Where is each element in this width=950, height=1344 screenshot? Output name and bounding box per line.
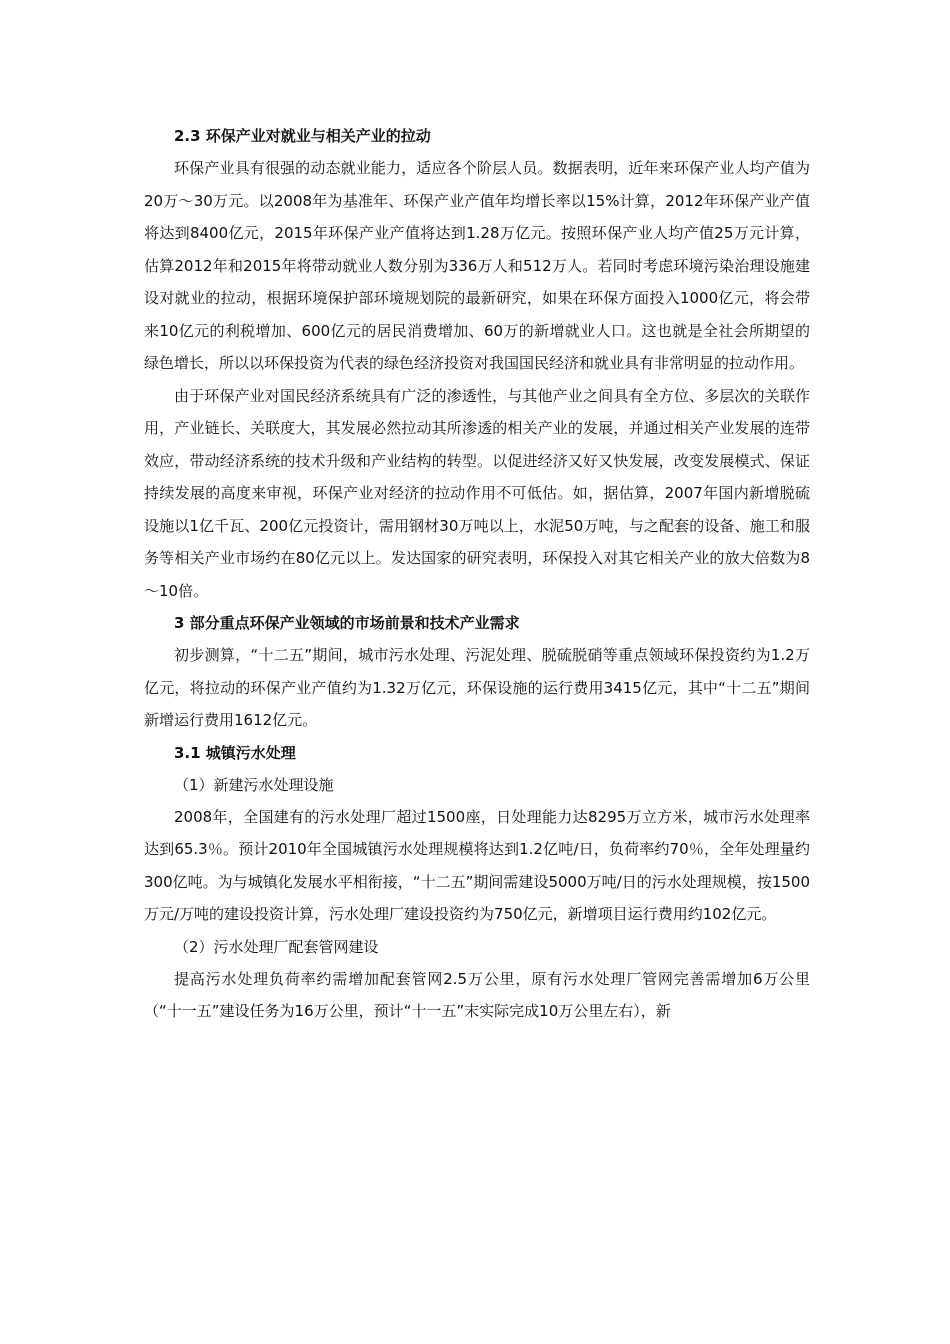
document-body xyxy=(144,120,810,1028)
section-heading-3-1: 3.1 城镇污水处理 xyxy=(174,743,296,762)
paragraph-new-facilities: 2008年，全国建有的污水处理厂超过1500座，日处理能力达8295万立方米，城市污水处理率达到65.3％。预计2010年全国城镇污水处理规模将达到1.2亿吨/日，负荷率约70％，全年处理量约300亿吨。为与城镇化发展水平相衔接，“十二五”期间需建设5000万吨/日的污水处理规模，按1500万元/万吨的建设投资计算，污水处理厂建设投资约为750亿元，新增项目运行费用约102亿元。 xyxy=(144,807,810,923)
subheading-new-facilities: （1）新建污水处理设施 xyxy=(174,775,334,794)
paragraph-market-estimate: 初步测算，“十二五”期间，城市污水处理、污泥处理、脱硫脱硝等重点领域环保投资约为1.2万亿元，将拉动的环保产业产值约为1.32万亿元，环保设施的运行费用3415亿元，其中“十二五”期间新增运行费用1612亿元。 xyxy=(144,646,810,729)
paragraph-related-industries: 由于环保产业对国民经济系统具有广泛的渗透性，与其他产业之间具有全方位、多层次的关联作用，产业链长、关联度大，其发展必然拉动其所渗透的相关产业的发展，并通过相关产业发展的连带效应，带动经济系统的技术升级和产业结构的转型。以促进经济又好又快发展，改变发展模式、保证持续发展的高度来审视，环保产业对经济的拉动作用不可低估。如，据估算，2007年国内新增脱硫设施以1亿千瓦、200亿元投资计，需用钢材30万吨以上，水泥50万吨，与之配套的设备、施工和服务等相关产业市场约在80亿元以上。发达国家的研究表明，环保投入对其它相关产业的放大倍数为8～10倍。 xyxy=(144,386,810,600)
subheading-pipe-network: （2）污水处理厂配套管网建设 xyxy=(174,937,379,956)
section-heading-3: 3 部分重点环保产业领域的市场前景和技术产业需求 xyxy=(174,614,520,632)
section-heading-2-3: 2.3 环保产业对就业与相关产业的拉动 xyxy=(174,127,431,145)
paragraph-employment: 环保产业具有很强的动态就业能力，适应各个阶层人员。数据表明，近年来环保产业人均产值为20万～30万元。以2008年为基准年、环保产业产值年均增长率以15%计算，2012年环保产业产值将达到8400亿元，2015年环保产业产值将达到1.28万亿元。按照环保产业人均产值25万元计算，估算2012年和2015年将带动就业人数分别为336万人和512万人。若同时考虑环境污染治理设施建设对就业的拉动，根据环境保护部环境规划院的最新研究，如果在环保方面投入1000亿元，将会带来10亿元的利税增加、600亿元的居民消费增加、60万的新增就业人口。这也就是全社会所期望的绿色增长，所以以环保投资为代表的绿色经济投资对我国国民经济和就业具有非常明显的拉动作用。 xyxy=(144,159,810,372)
paragraph-pipe-network: 提高污水处理负荷率约需增加配套管网2.5万公里，原有污水处理厂管网完善需增加6万公里（“十一五”建设任务为16万公里，预计“十一五”末实际完成10万公里左右），新 xyxy=(144,969,810,1020)
